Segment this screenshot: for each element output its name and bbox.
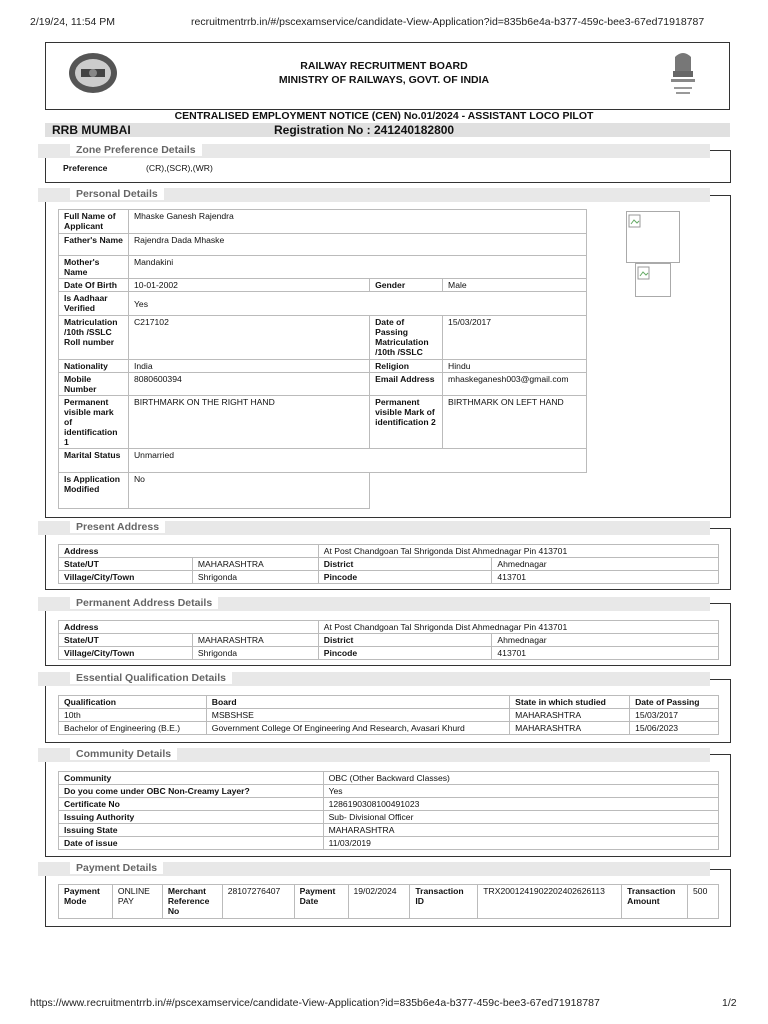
dob-value: 10-01-2002 bbox=[128, 279, 369, 292]
date-cell: 15/03/2017 bbox=[630, 709, 719, 722]
full-name-label: Full Name of Applicant bbox=[59, 210, 129, 234]
personal-title: Personal Details bbox=[70, 188, 164, 200]
merchant-value: 28107276407 bbox=[222, 885, 294, 919]
preference-value: (CR),(SCR),(WR) bbox=[146, 163, 213, 173]
community-value: OBC (Other Backward Classes) bbox=[323, 772, 718, 785]
present-address-title: Present Address bbox=[70, 521, 165, 533]
broken-image-icon bbox=[637, 266, 651, 285]
zone-title: Zone Preference Details bbox=[70, 144, 202, 156]
aadhaar-value: Yes bbox=[128, 292, 586, 316]
marital-label: Marital Status bbox=[59, 449, 129, 473]
certificate-label: Certificate No bbox=[59, 798, 324, 811]
print-timestamp: 2/19/24, 11:54 PM bbox=[30, 16, 116, 28]
table-row bbox=[59, 837, 719, 850]
mobile-value: 8080600394 bbox=[128, 373, 369, 396]
religion-label: Religion bbox=[370, 360, 443, 373]
state-label: State/UT bbox=[59, 558, 193, 571]
issue-date-label: Date of issue bbox=[59, 837, 324, 850]
address-label: Address bbox=[59, 545, 319, 558]
issuing-state-value: MAHARASHTRA bbox=[323, 824, 718, 837]
nationality-label: Nationality bbox=[59, 360, 129, 373]
state-cell: MAHARASHTRA bbox=[510, 709, 630, 722]
authority-value: Sub- Divisional Officer bbox=[323, 811, 718, 824]
ncl-label: Do you come under OBC Non-Creamy Layer? bbox=[59, 785, 324, 798]
issuing-state-label: Issuing State bbox=[59, 824, 324, 837]
aadhaar-label: Is Aadhaar Verified bbox=[59, 292, 129, 316]
pincode-label: Pincode bbox=[318, 647, 492, 660]
gender-label: Gender bbox=[370, 279, 443, 292]
matric-roll-label: Matriculation /10th /SSLC Roll number bbox=[59, 316, 129, 360]
board-header: Board bbox=[206, 696, 509, 709]
txn-value: TRX2001241902202402626113 bbox=[478, 885, 622, 919]
state-label: State/UT bbox=[59, 634, 193, 647]
print-url: recruitmentrrb.in/#/pscexamservice/candidate-View-Application?id=835b6e4a-b377-459c-bee3-67ed71918787 bbox=[191, 16, 705, 28]
full-name-value: Mhaske Ganesh Rajendra bbox=[128, 210, 586, 234]
village-label: Village/City/Town bbox=[59, 571, 193, 584]
personal-table bbox=[58, 209, 587, 509]
amount-value: 500 bbox=[688, 885, 719, 919]
table-row bbox=[59, 722, 719, 735]
ncl-value: Yes bbox=[323, 785, 718, 798]
marital-value: Unmarried bbox=[128, 449, 586, 473]
cen-title: CENTRALISED EMPLOYMENT NOTICE (CEN) No.01/2024 - ASSISTANT LOCO PILOT bbox=[174, 110, 594, 122]
gender-value: Male bbox=[443, 279, 587, 292]
mother-label: Mother's Name bbox=[59, 256, 129, 279]
rrb-name: RRB MUMBAI bbox=[52, 123, 131, 137]
ashoka-emblem-icon bbox=[665, 49, 701, 104]
qualification-cell: Bachelor of Engineering (B.E.) bbox=[59, 722, 207, 735]
qualification-cell: 10th bbox=[59, 709, 207, 722]
community-title: Community Details bbox=[70, 748, 177, 760]
district-value: Ahmednagar bbox=[492, 634, 719, 647]
email-label: Email Address bbox=[370, 373, 443, 396]
broken-image-icon bbox=[628, 214, 642, 233]
matric-date-label: Date of Passing Matriculation /10th /SSLC bbox=[370, 316, 443, 360]
print-footer-url: https://www.recruitmentrrb.in/#/pscexamservice/candidate-View-Application?id=835b6e4a-b377-459c-bee3-67ed71918787 bbox=[30, 997, 600, 1009]
community-table bbox=[58, 771, 719, 850]
mark2-value: BIRTHMARK ON LEFT HAND bbox=[443, 396, 587, 449]
amount-label: Transaction Amount bbox=[622, 885, 688, 919]
qualification-title: Essential Qualification Details bbox=[70, 672, 232, 684]
qualification-table bbox=[58, 695, 719, 735]
father-label: Father's Name bbox=[59, 234, 129, 256]
mother-value: Mandakini bbox=[128, 256, 586, 279]
table-row bbox=[59, 811, 719, 824]
issue-date-value: 11/03/2019 bbox=[323, 837, 718, 850]
district-label: District bbox=[318, 634, 492, 647]
address-value: At Post Chandgoan Tal Shrigonda Dist Ahmednagar Pin 413701 bbox=[318, 621, 718, 634]
table-row bbox=[59, 798, 719, 811]
modified-label: Is Application Modified bbox=[59, 473, 129, 509]
empty-cell bbox=[370, 473, 587, 509]
email-value: mhaskeganesh003@gmail.com bbox=[443, 373, 587, 396]
mark2-label: Permanent visible Mark of identification 2 bbox=[370, 396, 443, 449]
signature-box bbox=[635, 263, 671, 297]
address-value: At Post Chandgoan Tal Shrigonda Dist Ahmednagar Pin 413701 bbox=[318, 545, 718, 558]
table-row bbox=[59, 772, 719, 785]
village-value: Shrigonda bbox=[192, 571, 318, 584]
state-value: MAHARASHTRA bbox=[192, 634, 318, 647]
district-value: Ahmednagar bbox=[492, 558, 719, 571]
board-cell: MSBSHSE bbox=[206, 709, 509, 722]
preference-label: Preference bbox=[63, 163, 108, 173]
mode-label: Payment Mode bbox=[59, 885, 113, 919]
org-name: RAILWAY RECRUITMENT BOARD bbox=[300, 60, 468, 72]
nationality-value: India bbox=[128, 360, 369, 373]
religion-value: Hindu bbox=[443, 360, 587, 373]
mobile-label: Mobile Number bbox=[59, 373, 129, 396]
certificate-value: 1286190308100491023 bbox=[323, 798, 718, 811]
permanent-address-title: Permanent Address Details bbox=[70, 597, 218, 609]
table-row bbox=[59, 785, 719, 798]
matric-roll-value: C217102 bbox=[128, 316, 369, 360]
present-address-table bbox=[58, 544, 719, 584]
ministry-name: MINISTRY OF RAILWAYS, GOVT. OF INDIA bbox=[278, 74, 490, 86]
table-row bbox=[59, 709, 719, 722]
state-value: MAHARASHTRA bbox=[192, 558, 318, 571]
district-label: District bbox=[318, 558, 492, 571]
mode-value: ONLINE PAY bbox=[112, 885, 162, 919]
table-row bbox=[59, 824, 719, 837]
payment-date-label: Payment Date bbox=[294, 885, 348, 919]
merchant-label: Merchant Reference No bbox=[162, 885, 222, 919]
village-label: Village/City/Town bbox=[59, 647, 193, 660]
pincode-value: 413701 bbox=[492, 647, 719, 660]
pincode-value: 413701 bbox=[492, 571, 719, 584]
payment-date-value: 19/02/2024 bbox=[348, 885, 410, 919]
father-value: Rajendra Dada Mhaske bbox=[128, 234, 586, 256]
modified-value: No bbox=[128, 473, 369, 509]
date-header: Date of Passing bbox=[630, 696, 719, 709]
date-cell: 15/06/2023 bbox=[630, 722, 719, 735]
pincode-label: Pincode bbox=[318, 571, 492, 584]
state-header: State in which studied bbox=[510, 696, 630, 709]
payment-title: Payment Details bbox=[70, 862, 163, 874]
registration-no: Registration No : 241240182800 bbox=[274, 123, 455, 137]
dob-label: Date Of Birth bbox=[59, 279, 129, 292]
village-value: Shrigonda bbox=[192, 647, 318, 660]
matric-date-value: 15/03/2017 bbox=[443, 316, 587, 360]
board-cell: Government College Of Engineering And Research, Avasari Khurd bbox=[206, 722, 509, 735]
mark1-label: Permanent visible mark of identification 1 bbox=[59, 396, 129, 449]
state-cell: MAHARASHTRA bbox=[510, 722, 630, 735]
address-label: Address bbox=[59, 621, 319, 634]
community-label: Community bbox=[59, 772, 324, 785]
txn-label: Transaction ID bbox=[410, 885, 478, 919]
permanent-address-table bbox=[58, 620, 719, 660]
mark1-value: BIRTHMARK ON THE RIGHT HAND bbox=[128, 396, 369, 449]
page-number: 1/2 bbox=[722, 997, 737, 1009]
qualification-header: Qualification bbox=[59, 696, 207, 709]
payment-table bbox=[58, 884, 719, 919]
authority-label: Issuing Authority bbox=[59, 811, 324, 824]
photo-box bbox=[626, 211, 680, 263]
